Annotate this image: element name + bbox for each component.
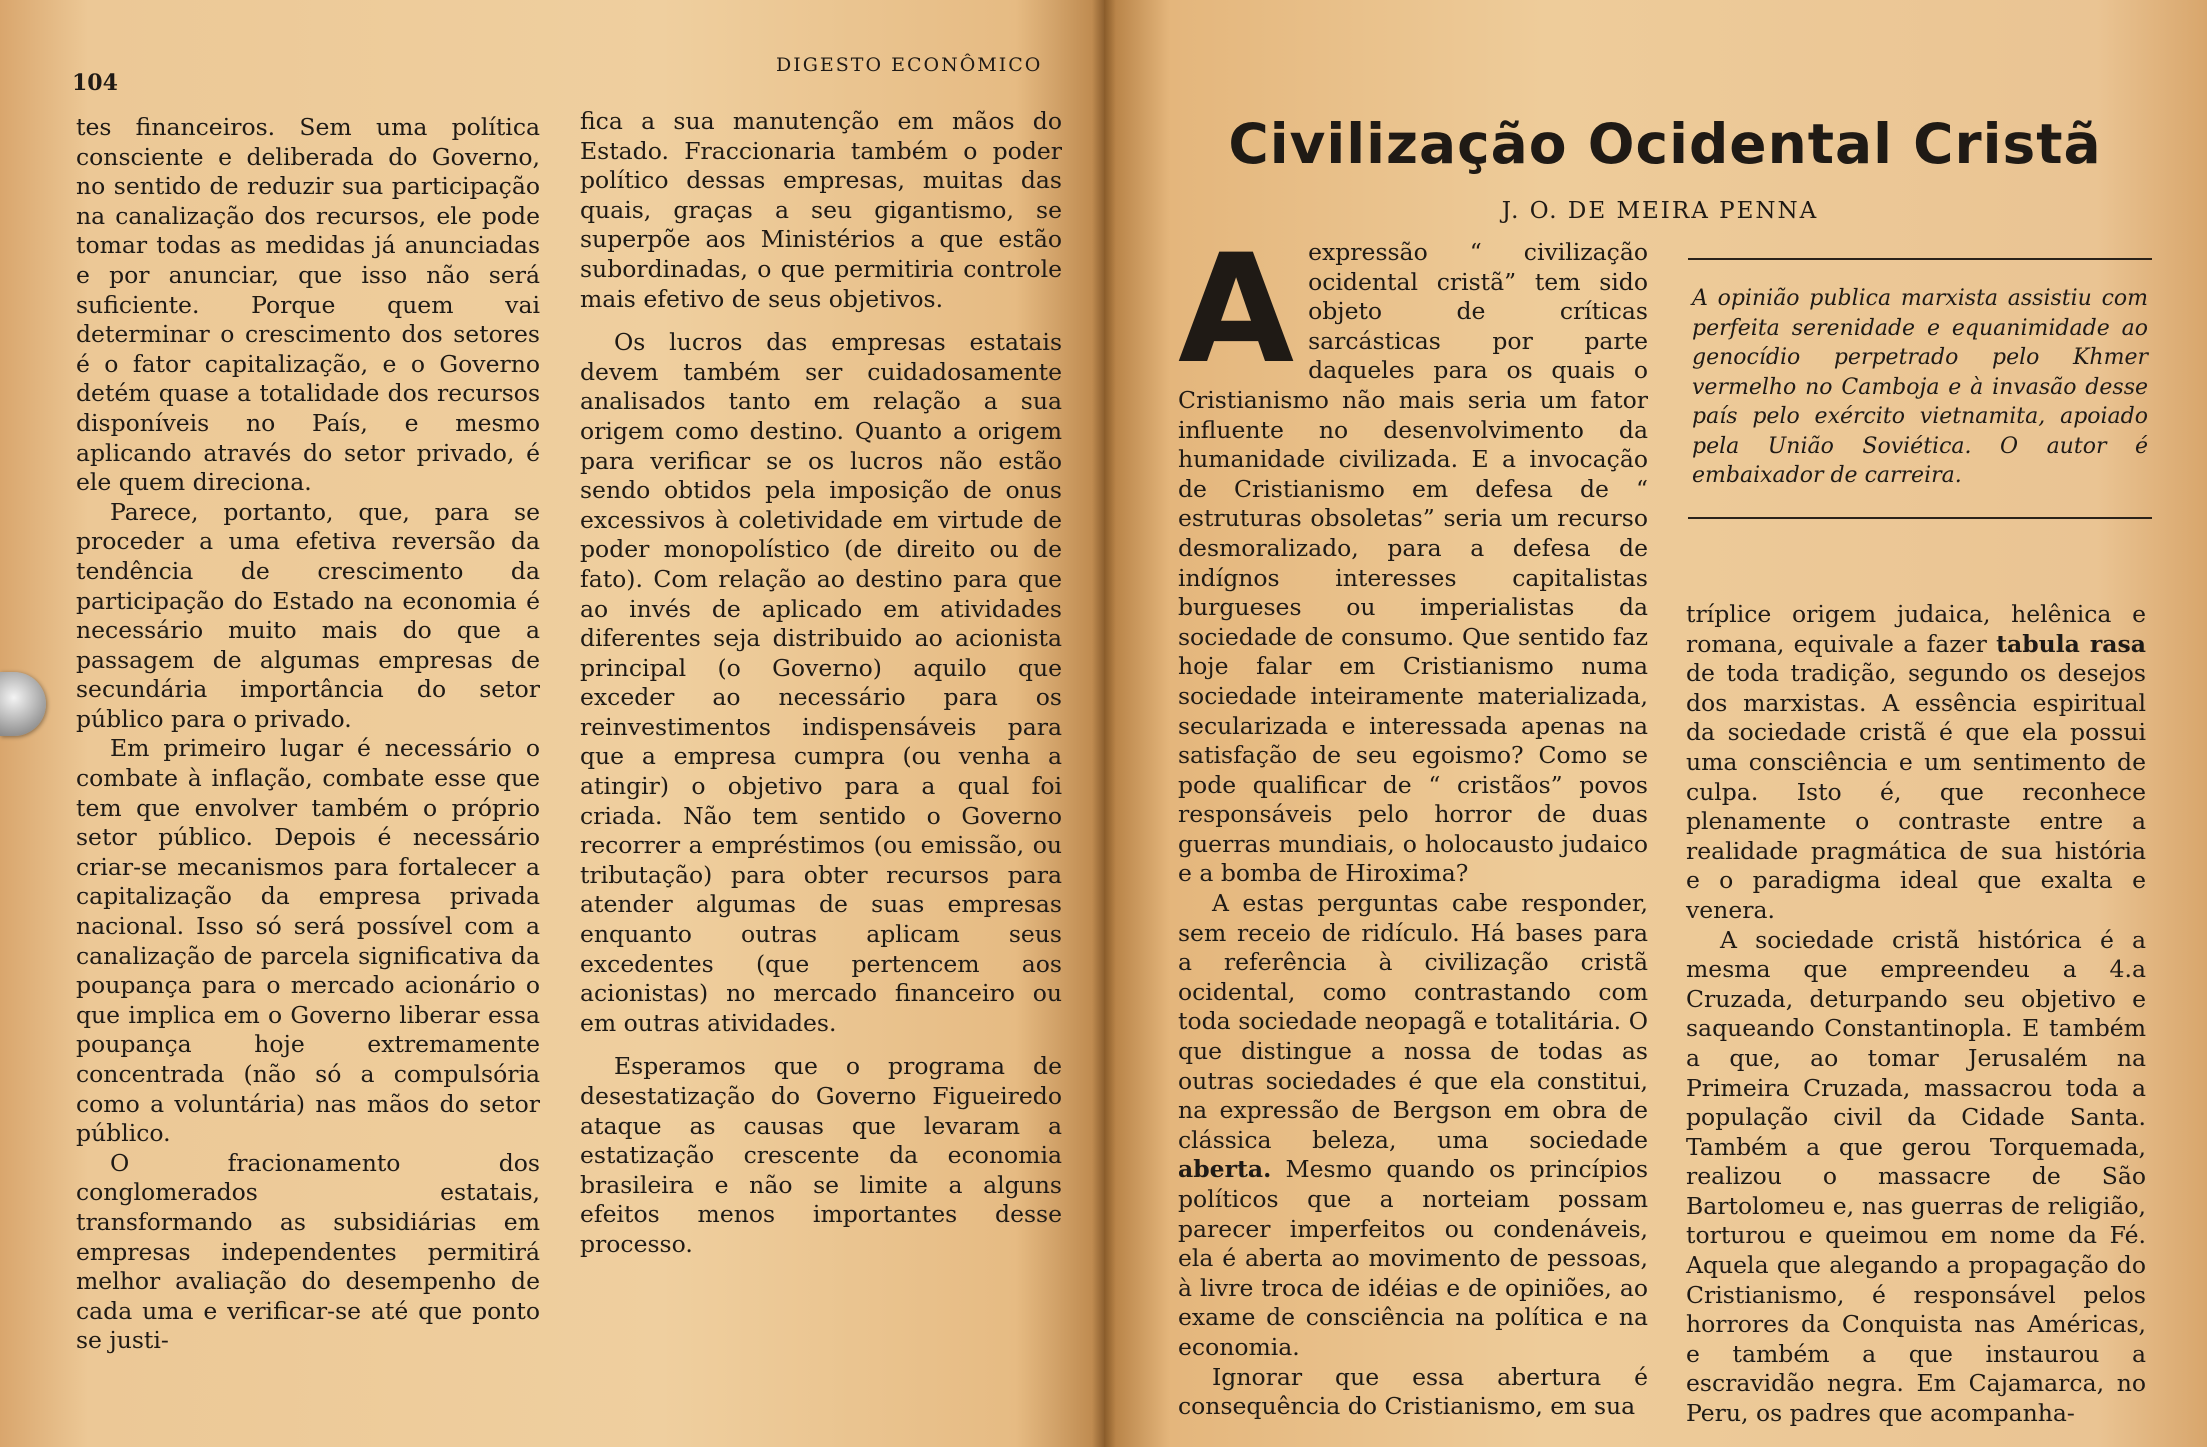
paragraph: fica a sua manutenção em mãos do Estado. Fraccionaria também o poder político dessas empresas, muitas das quais, graças a seu gigantismo, se superpõe aos Ministérios a que estão subordinadas, o que permitiria controle mais efetivo de seus objetivos. [580, 107, 1062, 313]
paragraph: Esperamos que o programa de desestatização do Governo Figueiredo ataque as causas que levaram a estatização crescente da economia brasileira e não se limite a alguns efeitos menos importantes desse processo. [580, 1052, 1062, 1258]
right-column-2 [1686, 600, 2146, 1429]
summary-text: A opinião publica marxista assistiu com perfeita serenidade e equanimidade ao genocídio perpetrado pelo Khmer vermelho no Camboja e à invasão desse país pelo exército vietnamita, apoiado pela União Soviética. O autor é embaixador de carreira. [1692, 286, 2148, 488]
paragraph-text: tríplice origem judaica, helênica e romana, equivale a fazer [1686, 600, 2146, 658]
book-gutter [1092, 0, 1116, 1447]
paragraph: O fracionamento dos conglomerados estatais, transformando as subsidiárias em empresas independentes permitirá melhor avaliação do desempenho de cada uma e verificar-se até que ponto se justi- [76, 1148, 540, 1355]
emphasis-text: tabula rasa [1996, 629, 2146, 658]
page-number: 104 [72, 70, 118, 96]
paragraph: Ignorar que essa abertura é consequência do Cristianismo, em sua [1178, 1362, 1648, 1421]
paragraph: A sociedade cristã histórica é a mesma que empreendeu a 4.a Cruzada, deturpando seu objetivo e saqueando Constantinopla. E também a que, ao tomar Jerusalém na Primeira Cruzada, massacrou toda a população civil da Cidade Santa. Também a que gerou Torquemada, realizou o massacre de São Bartolomeu e, nas guerras de religião, torturou e queimou em nome da Fé. Aquela que alegando a propagação do Cristianismo, é responsável pelos horrores da Conquista nas Américas, e também a que instaurou a escravidão negra. Em Cajamarca, no Peru, os padres que acompanha- [1686, 925, 2146, 1428]
article-author: J. O. DE MEIRA PENNA [1501, 198, 1819, 224]
article-summary [1688, 258, 2152, 519]
paragraph-text: de toda tradição, segundo os desejos dos marxistas. A essência espiritual da sociedade cristã é que ela possui uma consciência e um sentimento de culpa. Isto é, que reconhece plenamente o contraste entre a realidade pragmática de sua história e o paradigma ideal que exalta e venera. [1686, 659, 2146, 924]
paragraph: Parece, portanto, que, para se proceder a uma efetiva reversão da tendência de crescimento da participação do Estado na economia é necessário muito mais do que a passagem de algumas empresas de secundária importância do setor público para o privado. [76, 497, 540, 733]
paragraph [1686, 600, 2146, 926]
paragraph: tes financeiros. Sem uma política consciente e deliberada do Governo, no sentido de reduzir sua participação na canalização dos recursos, ele pode tomar todas as medidas já anunciadas e por anunciar, que isso não será suficiente. Porque quem vai determinar o crescimento dos setores é o fator capitalização, e o Governo detém quase a totalidade dos recursos disponíveis no País, e mesmo aplicando através do setor privado, é ele quem direciona. [76, 113, 540, 497]
paragraph: Em primeiro lugar é necessário o combate à inflação, combate esse que tem que envolver também o próprio setor público. Depois é necessário criar-se mecanismos para fortalecer a capitalização da empresa privada nacional. Isso só será possível com a canalização de parcela significativa da poupança para o mercado acionário o que implica em o Governo liberar essa poupança hoje extremamente concentrada (não só a compulsória como a voluntária) nas mãos do setor público. [76, 734, 540, 1148]
paragraph [1178, 223, 1648, 889]
right-column-1 [1178, 223, 1648, 1422]
paragraph: Os lucros das empresas estatais devem também ser cuidadosamente analisados tanto em relação a sua origem como destino. Quanto a origem para verificar se os lucros não estão sendo obtidos pela imposição de onus excessivos à coletividade em virtude de poder monopolístico (de direito ou de fato). Com relação ao destino para que ao invés de aplicado em atividades diferentes seja distribuido ao acionista principal (o Governo) aquilo que exceder ao necessário para os reinvestimentos indispensáveis para que a empresa cumpra (ou venha a atingir) o objetivo para a qual foi criada. Não tem sentido o Governo recorrer a empréstimos (ou emissão, ou tributação) para obter recursos para atender algumas de suas empresas enquanto outras aplicam seus excedentes (que pertencem aos acionistas) no mercado financeiro ou em outras atividades. [580, 328, 1062, 1037]
binder-clip-icon [0, 672, 46, 736]
paragraph-text: Mesmo quando os princípios políticos que a norteiam possam parecer imperfeitos ou condenáveis, ela é aberta ao movimento de pessoas, à livre troca de idéias e de opiniões, ao exame de consciência na política e na economia. [1178, 1155, 1648, 1361]
drop-cap: A [1178, 223, 1295, 397]
paragraph-text: expressão “ civilização ocidental cristã” tem sido objeto de críticas sarcásticas por parte daqueles para os quais o Cristianismo não mais seria um fator influente no desenvolvimento da humanidade civilizada. E a invocação de Cristianismo em defesa de “ estruturas obsoletas” seria um recurso desmoralizado, para a defesa de indígnos interesses capitalistas burgueses ou imperialistas da sociedade de consumo. Que sentido faz hoje falar em Cristianismo numa sociedade inteiramente materializada, secularizada e interessada apenas na satisfação de seu egoismo? Como se pode qualificar de “ cristãos” povos responsáveis pelo horror de duas guerras mundiais, o holocausto judaico e a bomba de Hiroxima? [1178, 238, 1648, 888]
emphasis-text: aberta. [1178, 1155, 1272, 1184]
running-head: DIGESTO ECONÔMICO [776, 54, 1043, 76]
left-column-2 [580, 107, 1062, 1260]
paragraph [1178, 889, 1648, 1363]
paragraph-text: A estas perguntas cabe responder, sem receio de ridículo. Há bases para a referência à civilização cristã ocidental, como contrastando com toda sociedade neopagã e totalitária. O que distingue a nossa de todas as outras sociedades é que ela constitui, na expressão de Bergson em obra de clássica beleza, uma sociedade [1178, 889, 1648, 1154]
article-title: Civilização Ocidental Cristã [1228, 112, 2102, 176]
left-column-1 [76, 113, 540, 1356]
